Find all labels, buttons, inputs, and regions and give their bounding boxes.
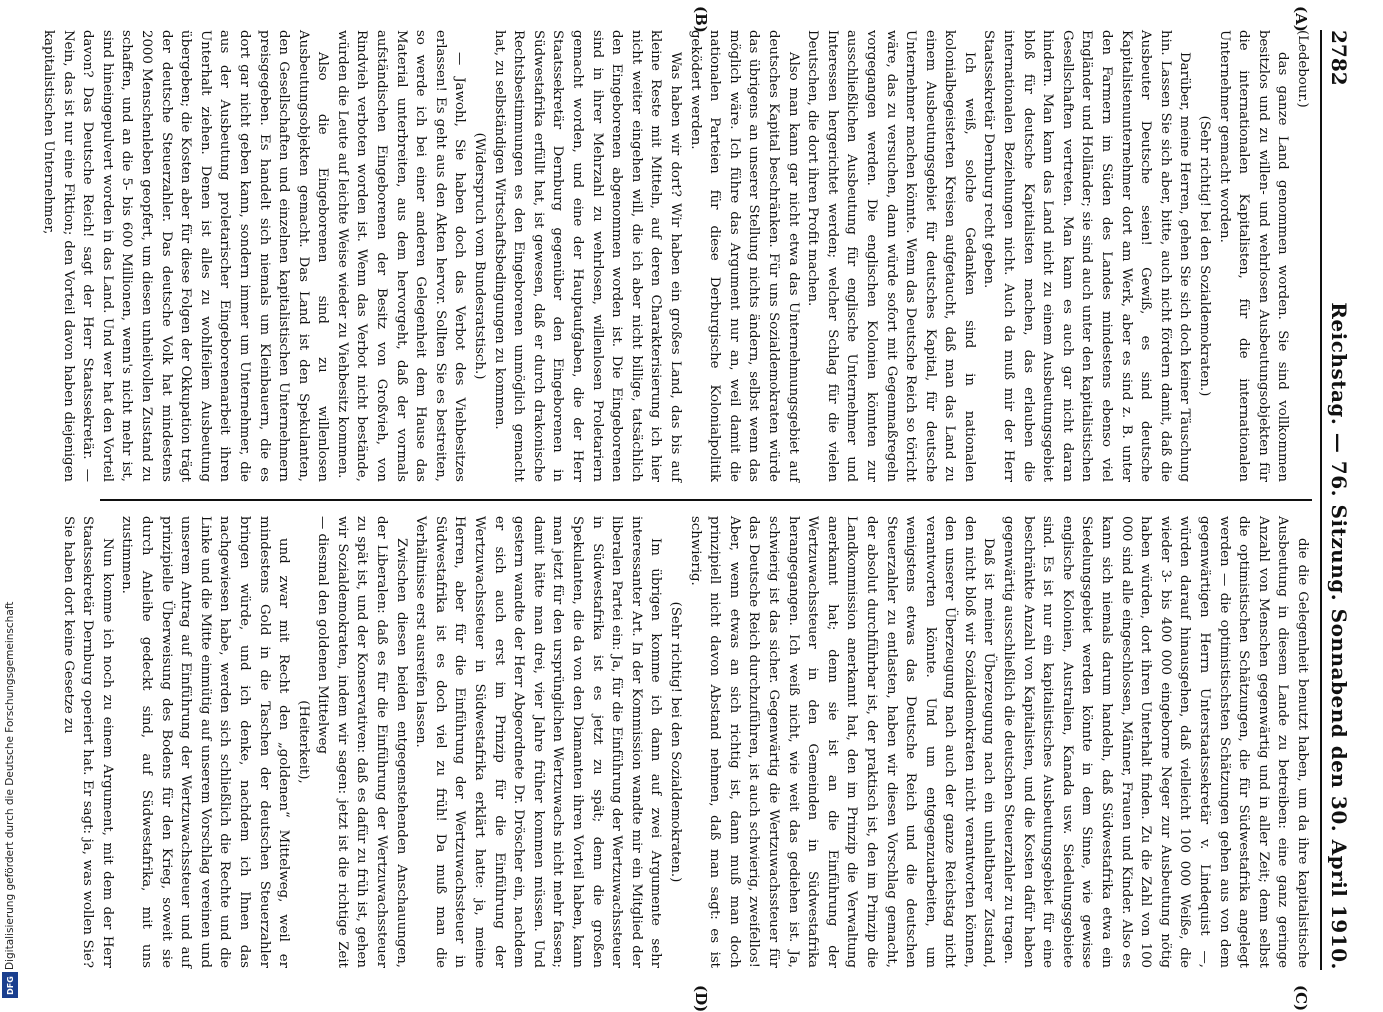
digitization-credit <box>0 522 22 982</box>
paragraph: Ich weiß, solche Gedanken sind in nationalen kolonialbegeisterten Kreisen aufgetaucht, daß man das Land zu einem Ausbeutungsgebiet für deutsches Kapital, für deutsche Unternehmer machen könnte. Wenn das Deutsche Reich so töricht wäre, das zu versuchen, dann würde sofort mit Gegenmaßregeln vorgegangen werden. Die englischen Kolonien könnten zur ausschließlichen Ausbeutung für englische Unternehmer und Interessen hergerichtet werden; welcher Schlag für die vielen Deutschen, die dort ihren Profit machen. <box>805 30 977 482</box>
page-inner <box>41 0 1370 1012</box>
paragraph: das ganze Land genommen worden. Sie sind vollkommen besitzlos und zu willen- und wehrlosen Ausbeutungsobjekten für die internationalen Kapitalisten, für die internationalen Unternehmer gemacht worden. <box>1216 30 1291 482</box>
left-text-column <box>41 30 1312 482</box>
margin-letter-d: (D) <box>692 985 710 1012</box>
paragraph: die die Gelegenheit benutzt haben, um da ihre kapitalistische Ausbeutung in diesem Lande zu betreiben: eine ganz geringe Anzahl von Menschen gegenwärtig und in aller Zeit; denn selbst die optimistischen Schätzungen, die für Südwestafrika angelegt werden — die optimistischsten Schätzungen gehen aus von dem gegenwärtigen Herrn Unterstaatssekretär v. Lindequist —, würden darauf hinausgehen, daß vielleicht 100 000 Weiße, die wieder 3- bis 400 000 eingeborne Neger zur Ausbeutung nötig haben würden, dort ihren Unterhalt finden. Zu die Zahl von 100 000 sind alle eingeschlossen, Männer, Frauen und Kinder. Also es kann sich niemals darum handeln, daß Südwestafrika etwa ein Siedelungsgebiet werden könnte in dem Sinne, wie gewisse englische Kolonien, Australien, Kanada usw. Siedelungsgebiete sind. Es ist nur ein kapitalistisches Ausbeutungsgebiet für eine beschränkte Anzahl von Kapitalisten, und die Kosten dafür haben gegenwärtig ausschließlich die deutschen Steuerzahler zu tragen. <box>1001 516 1310 968</box>
paragraph: Im übrigen komme ich dann auf zwei Argumente sehr interessanter Art. In der Kommission wandte mir ein Mitglied der liberalen Partei ein: Ja, für die Einführung der Wertzuwachssteuer in Südwestafrika ist es jetzt zu spät; denn die großen Spekulanten, die da von den Diamanten ihren Vorteil haben, kann man jetzt für den ursprünglichen Wertzuwachs nicht mehr fassen; damit hätte man drei, vier Jahre früher kommen müssen. Und gestern wandte der Herr Abgeordnete Dr. Dröscher ein, nachdem er sich auch erst im Prinzip für die Einführung der Wertzuwachssteuer in Südwestafrika erklärt hatte: ja, meine Herren, aber für die Einführung der Wertzuwachssteuer in Südwestafrika ist es doch viel zu früh! Da muß man die Verhältnisse erst ausreifen lassen. <box>413 516 664 968</box>
page-header <box>1320 30 1356 970</box>
margin-letter-b: (B) <box>692 6 710 33</box>
page-number: 2782 <box>1327 30 1351 86</box>
column-divider <box>100 499 1312 501</box>
paragraph: Zwischen diesen beiden entgegenstehenden Anschauungen, der Liberalen: daß es für die Einführung der Wertzuwachssteuer zu spät ist, und der Konservativen: daß es dafür zu früh ist, gehen wir Sozialdemokraten, indem wir sagen: jetzt ist die richtige Zeit — diesmal den goldenen Mittelweg <box>315 516 409 968</box>
paragraph: Daß ist meiner Überzeugung nach ein unhaltbarer Zustand, den nicht bloß wir Sozialdemokraten nicht verantworten können, den unserer Überzeugung nach auch der ganze Reichstag nicht verantworten könnte. Und um entgegenzuarbeiten, um wenigstens etwas das Deutsche Reich und die deutschen Steuerzahler zu entlasten, haben wir diesen Vorschlag gemacht, der absolut durchführbar ist, der praktisch ist, den im Prinzip die Landkommission anerkannt hat, den im Prinzip die Verwaltung anerkannt hat; denn sie ist an die Einführung der Wertzuwachssteuer in den Gemeinden in Südwestafrika herangegangen. Ich weiß nicht, wie weit das gediehen ist. Ja, schwierig ist das sicher. Gegenwärtig die Wertzuwachssteuer für das Deutsche Reich durchzuführen, ist auch schwierig, zweifellos! Aber, wenn etwas an sich richtig ist, dann muß man doch prinzipiell nicht davon Abstand nehmen, daß man sagt: es ist schwierig. <box>687 516 997 968</box>
paragraph: Also man kann gar nicht etwa das Unternehmungsgebiet auf deutsches Kapital beschränken. Für uns Sozialdemokraten würde das übrigens an unserer Stellung nichts ändern, selbst wenn das möglich wäre. Ich führe das Argument nur an, weil damit die nationalen Parteien für diese Derburgische Kolonialpolitik geködert werden. <box>687 30 801 482</box>
dfg-logo-text: DFG <box>5 975 15 995</box>
paragraph: — Jawohl, Sie haben doch das Verbot des Viehbesitzes erlassen! Es geht aus den Akten hervor. Sollten Sie es bestreiten, so werde ich bei einer anderen Gelegenheit dem Hause das Material unterbreiten, aus dem hervorgeht, daß der vormals aufständischen Eingeborenen der Besitz von Großvieh, von Rindvieh verboten worden ist. Wenn das Verbot nicht bestände, würden die Leute auf leichte Weise wieder zu Viehbesitz kommen. <box>334 30 468 482</box>
right-text-column <box>60 516 1312 968</box>
interjection: (Sehr richtig! bei den Sozialdemokraten.) <box>668 601 683 883</box>
paragraph: Was haben wir dort? Wir haben ein großes Land, das bis auf kleine Reste mit Mitteln, auf deren Charakterisierung ich hier nicht weiter eingehen will, die ich aber nicht billige, tatsächlich den Eingeborenen abgenommen worden ist. Die Eingeborenen sind in ihrer Mehrzahl zu wehrlosen, willenlosen Proletariern gemacht worden, und eine der Hauptaufgaben, die der Herr Staatssekretär Dernburg gegenüber den Eingeborenen in Südwestafrika erfüllt hat, ist gewesen, daß er durch drakonische Rechtsbestimmungen es den Eingeborenen unmöglich gemacht hat, zu selbständigen Wirtschaftsbedingungen zu kommen. <box>491 30 683 482</box>
rotated-scanned-page <box>41 0 1370 1012</box>
paragraph: und zwar mit Recht den „goldenen“ Mittelweg, weil er mindestens Gold in die Taschen der deutschen Steuerzahler bringen würde, und ich denke, nachdem ich Ihnen das nachgewiesen habe, werden sich schließlich die Rechte und die Linke und die Mitte einmütig auf unserem Vorschlag vereinen und unserem Antrag auf Einführung der Wertzuwachssteuer und auf prinzipielle Überweisung des Bodens für den Krieg, soweit sie durch Anleihe gedeckt sind, auf Südwestafrika, mit uns zustimmen. <box>119 516 292 968</box>
digitization-credit-text: Digitalisierung gefördert durch die Deutsche Forschungsgemeinschaft <box>4 601 16 970</box>
interjection: (Widerspruch vom Bundesratstisch.) <box>472 132 488 380</box>
speaker-name: (Ledebour.) <box>1295 30 1310 108</box>
paragraph: Also die Eingeborenen sind zu willenlosen Ausbeutungsobjekten gemacht. Das Land ist den Spekulanten, den Gesellschaften und einzelnen kapitalistischen Unternehmern preisgegeben. Es handelt sich niemals um Kleinbauern, die es dort gar nicht geben kann, sondern immer um Unternehmer, die aus der Ausbeutung proletarischer Eingeborenenarbeit ihren Unterhalt ziehen. Denen ist alles zu wohlfeilem Ausbeutung übergeben; die Kosten aber für diese Folgen der Okkupation trägt der deutsche Steuerzahler. Das deutsche Volk hat mindestens 2000 Menschenleben geopfert, um diesen unheilvollen Zustand zu schaffen, und an die 5- bis 600 Millionen, wenn's nicht mehr ist, sind hineingepulvert worden in das Land. Und wer hat den Vorteil davon? Das Deutsche Reich! sagt der Herr Staatssekretär. — Nein, das ist nur eine Fiktion; den Vorteil davon haben diejenigen kapitalistischen Unternehmer, <box>41 30 331 482</box>
paragraph: Darüber, meine Herren, gehen Sie sich doch keiner Täuschung hin. Lassen Sie sich aber, bitte, auch nicht fördern damit, daß die Ausbeuter Deutsche seien! Gewiß, es sind deutsche Kapitalistenunternehmer dort am Werk, aber es sind z. B. unter den Farmern im Süden des Landes mindestens ebenso viel Engländer und Holländer; sie sind auch unter den kapitalistischen Gesellschaften vertreten. Man kann es auch gar nicht daran hindern. Man kann das Land nicht zu einem Ausbeutungsgebiet bloß für deutsche Kapitalisten machen, das erlauben die internationalen Beziehungen nicht. Auch da muß mir der Herr Staatssekretär Dernburg recht geben. <box>981 30 1193 482</box>
margin-letter-c: (C) <box>1292 985 1310 1012</box>
margin-letter-a: (A) <box>1292 6 1310 32</box>
page-title: Reichstag. — 76. Sitzung. Sonnabend den 30. April 1910. <box>1327 302 1351 970</box>
interjection: (Heiterkeit), <box>295 700 311 784</box>
paragraph: Nun komme ich noch zu einem Argument, mit dem der Herr Staatssekretär Dernburg operiert hat. Er sagt: ja, was wollen Sie? Sie haben dort keine Gesetze zu <box>60 516 115 968</box>
interjection: (Sehr richtig! bei den Sozialdemokraten.) <box>1197 115 1213 397</box>
dfg-logo <box>2 972 18 998</box>
